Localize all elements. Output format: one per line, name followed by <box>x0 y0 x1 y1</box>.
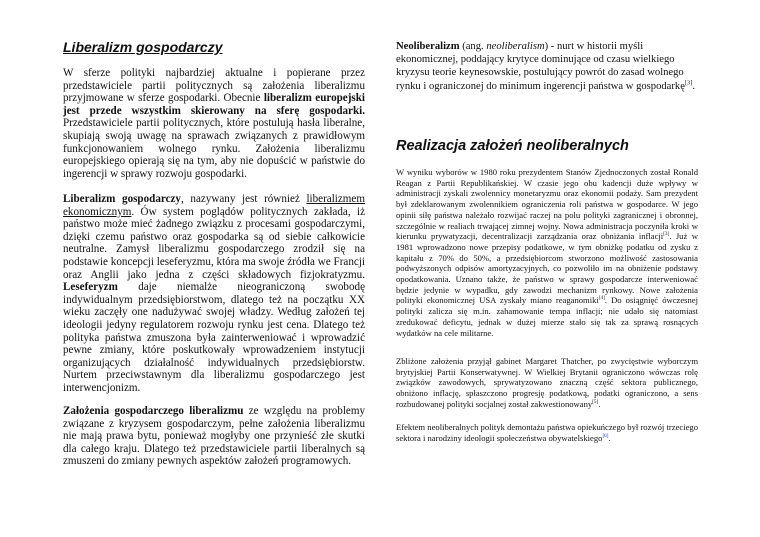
bold-text: Założenia gospodarczego liberalizmu <box>63 405 244 417</box>
reference-4[interactable]: [4] <box>598 295 605 302</box>
bold-text: Neoliberalizm <box>396 41 460 52</box>
text: . Już w 1981 wprowadzono nowe przepisy podatkowe, w tym obniżkę podatku od zysku z kapitału z 70% do 50%, a przedsiębiorcom stworzono możliwość zastosowania podwyższonych odpisów amortyzacyjnych, co pozwoliło im na obniżenie podstawy opodatkowania. Uznano także, że państwo w sprawy gospodarcze interweniować będzie jedynie w wypadku, gdy zawodzi mechanizm rynkowy. Nowe założenia polityki ekonomicznej USA zyskały miano reaganomiki <box>396 231 698 306</box>
text: . <box>608 432 611 443</box>
reference-3[interactable]: [3] <box>684 79 693 87</box>
text: ) - nurt w historii myśli ekonomicznej, poddający krytyce dominujące od czasu wielkiego kryzysu teorie keynesowskie, postulujący powrót do zasad wolnego rynku i ograniczonej do minimum ingerencji państwa w gospodarkę <box>396 41 685 92</box>
paragraph-neoliberalizm <box>396 40 698 93</box>
text: Przedstawiciele partii politycznych, które postulują hasła liberalne, skupiają swoją uwagę na sprawach związanych z prawidłowym funkcjonowaniem wolnego rynku. Założenia liberalizmu europejskiego opierają się na tym, aby nie dopuścić w państwie do ingerencji w sprawy rozwoju gospodarki. <box>63 117 365 180</box>
section-title-realizacja: Realizacja założeń neoliberalnych <box>396 138 629 154</box>
text: . <box>598 398 601 409</box>
text: Efektem neoliberalnych polityk demontażu państwa opiekuńczego był rozwój trzeciego sektora i narodziny ideologii społeczeństwa obywatelskiego <box>396 422 698 443</box>
text: daje niemalże nieograniczoną swobodę indywidualnym przedsiębiorstwom, dlatego też na początku XX wieku zaczęły one nadużywać swojej władzy. Według założeń tej ideologii jedyny regulatorem rozwoju rynku jest cena. Dlatego też polityka państwa zmuszona była zainterweniować i wprowadzić pewne zmiany, które poskutkowały wprowadzeniem instytucji organizujących działalność indywidualnych przedsiębiorstw. Nurtem przeciwstawnym dla liberalizmu gospodarczego jest interwencjonizm. <box>63 281 365 394</box>
text: ze względu na problemy związane z kryzysem gospodarczym, pełne założenia liberalizmu nie mają prawa bytu, ponieważ mogłyby one przynieść złe skutki dla całego kraju. Dlatego też przedstawiciele partii liberalnych są zmuszeni do zmiany pewnych aspektów założeń programowych. <box>63 405 365 468</box>
text: W wyniku wyborów w 1980 roku prezydentem Stanów Zjednoczonych został Ronald Reagan z Partii Republikańskiej. W czasie jego obu kadencji duże wpływy w administracji zyskali zwolennicy monetaryzmu oraz ekonomii podaży. Sam prezydent był zdeklarowanym zwolennikiem ograniczenia roli państwa w gospodarce. W jego opinii siłę państwa należało rozwijać raczej na polu polityki zagranicznej i obronnej, szczególnie w realiach trwającej zimnej wojny. Nowa administracja poczyniła kroki w kierunku prywatyzacji, decentralizacji zarządzania oraz obniżania inflacji <box>396 167 698 242</box>
bold-text: liberalizm europejski jest przede wszystkim skierowany na sferę gospodarki. <box>63 92 365 117</box>
text: (ang. <box>459 41 487 52</box>
section-title-liberalizm: Liberalizm gospodarczy <box>63 39 223 55</box>
paragraph-thatcher <box>396 356 698 410</box>
text: W sferze polityki najbardziej aktualne i popierane przez przedstawiciele partii politycznych są założenia liberalizmu przyjmowane w sferze gospodarki. Obecnie <box>63 67 365 105</box>
italic-text: neoliberalism <box>486 41 545 52</box>
text: . <box>692 80 695 92</box>
text: , nazywany jest również <box>180 193 307 205</box>
reference-5[interactable]: [5] <box>592 398 599 405</box>
reference-6[interactable]: [6] <box>602 432 609 439</box>
bold-text: Liberalizm gospodarczy <box>63 193 181 205</box>
bold-text: Leseferyzm <box>63 281 118 294</box>
link-liberalizm-ekonomiczny[interactable]: liberalizmem ekonomicznym <box>63 193 365 218</box>
text: . Do osiągnięć ówczesnej polityki zalicza się m.in. zahamowanie tempa inflacji; nie udało się natomiast zredukować deficytu, jednak w dużej mierze stało się tak za sprawą rosnących wydatków na cele militarne. <box>396 295 698 338</box>
paragraph-efektem <box>396 422 698 443</box>
text: Zbliżone założenia przyjął gabinet Margaret Thatcher, po zwycięstwie wyborczym brytyjskiej Partii Konserwatywnej. W Wielkiej Brytanii ograniczono wówczas rolę związków zawodowych, sprywatyzowano znaczną część sektora publicznego, obniżono inflację, spłaszczono progresję podatkową, podatki ograniczono, a sens rozbudowanej polityki socjalnej został zakwestionowany <box>396 356 698 409</box>
paragraph-zalozenia <box>63 405 365 468</box>
reference-3[interactable]: [3] <box>663 231 670 238</box>
paragraph-intro <box>63 67 365 180</box>
paragraph-liberalizm-gospodarczy <box>63 193 365 395</box>
text: . Ów system poglądów politycznych zakłada, iż państwo może mieć żadnego związku z procesami gospodarczymi, dzięki czemu państwo oraz gospodarka są od siebie całkowicie neutralne. Zamysł liberalizmu gospodarczego zrodził się na podstawie koncepcji leseferyzmu, która ma swoje źródła we Francji oraz Anglii jako jedna z części składowych fizjokratyzmu. <box>63 205 365 281</box>
paragraph-reagan <box>396 167 698 338</box>
